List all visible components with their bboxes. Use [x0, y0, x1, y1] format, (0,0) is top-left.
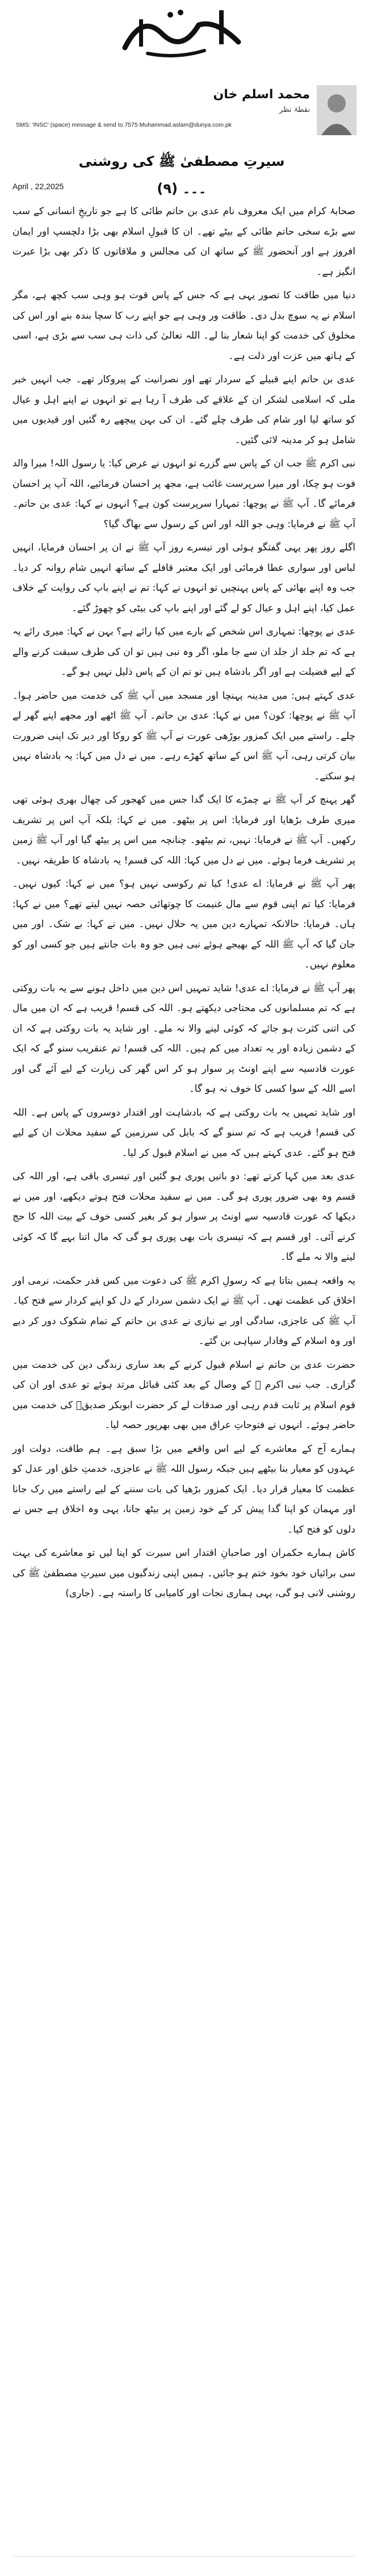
body-paragraph: اور شاید تمہیں یہ بات روکتی ہے کہ بادشاہت اور اقتدار دوسروں کے پاس ہے۔ اللہ کی قسم! قریب ہے کہ تم سنو گے کہ بابل کی سرزمین کے سفید محلات ان کے لیے فتح ہو گئے۔ عدی کہتے ہیں کہ میں نے اسلام قبول کر لیا۔ — [12, 1107, 355, 1159]
body-paragraph: عدی بن حاتم اپنے قبیلے کے سردار تھے اور نصرانیت کے پیروکار تھے۔ جب انہیں خبر ملی کہ اسلامی لشکر ان کے علاقے کی طرف آ رہا ہے تو انہوں نے اپنے اہل و عیال کو ساتھ لیا اور شام کی طرف چلے گئے۔ ان کی بہن پیچھے رہ گئیں اور قیدیوں میں شامل ہو کر مدینہ لائی گئیں۔ — [12, 374, 355, 446]
body-paragraph: عدی نے پوچھا: تمہاری اس شخص کے بارے میں کیا رائے ہے؟ بہن نے کہا: میری رائے یہ ہے کہ تم جلد از جلد ان سے جا ملو، اگر وہ نبی ہیں تو ان کی طرف سبقت کرنے والے کے لیے فضیلت ہے اور اگر بادشاہ ہیں تو تم ان کے پاس ذلیل نہیں ہو گے۔ — [12, 626, 355, 678]
publish-date: April , 22,2025 — [12, 182, 64, 191]
body-paragraph: اگلے روز پھر یہی گفتگو ہوئی اور تیسرے روز آپ ﷺ نے ان پر احسان فرمایا، انہیں لباس اور سواری عطا فرمائی اور ایک معتبر قافلے کے ساتھ انہیں شام روانہ کر دیا۔ جب وہ اپنے بھائی کے پاس پہنچیں تو انہوں نے کہا: تم نے اپنے باپ کی روایت کے خلاف عمل کیا، اپنے اہل و عیال کو لے گئے اور اپنے باپ کی بیٹی کو چھوڑ گئے۔ — [12, 542, 355, 614]
column-body — [12, 202, 355, 1608]
column-title: سیرتِ مصطفیٰ ﷺ کی روشنی ۔۔۔ (۹) — [78, 153, 285, 197]
body-paragraph: پھر آپ ﷺ نے فرمایا: اے عدی! کیا تم رکوسی نہیں ہو؟ میں نے کہا: کیوں نہیں۔ فرمایا: کیا تم اپنی قوم سے مال غنیمت کا چوتھائی حصہ نہیں لیتے تھے؟ میں نے کہا: ہاں۔ فرمایا: حالانکہ تمہارے دین میں یہ حلال نہیں۔ میں نے کہا: بے شک۔ اور میں جان گیا کہ آپ ﷺ اللہ کے بھیجے ہوئے نبی ہیں جو وہ بات جانتے ہیں جو کسی اور کو معلوم نہیں۔ — [12, 878, 355, 970]
body-paragraph: ہمارے آج کے معاشرے کے لیے اس واقعے میں بڑا سبق ہے۔ ہم طاقت، دولت اور عہدوں کو معیار بنا بیٹھے ہیں جبکہ رسول اللہ ﷺ نے عاجزی، خدمتِ خلق اور عدل کو عظمت کا معیار قرار دیا۔ ایک کمزور بڑھیا کی بات سننے کے لیے راستے میں رک جانا اور مہمان کو اپنا گدا پیش کر کے خود زمین پر بیٹھ جانا، یہی وہ اخلاق ہے جس نے دلوں کو فتح کیا۔ — [12, 1443, 355, 1535]
body-paragraph: یہ واقعہ ہمیں بتاتا ہے کہ رسولِ اکرم ﷺ کی دعوت میں کس قدر حکمت، نرمی اور اخلاق کی عظمت تھی۔ آپ ﷺ نے ایک دشمن سردار کے دل کو اپنے کردار سے فتح کیا۔ آپ ﷺ کی عاجزی، سادگی اور بے نیازی نے عدی بن حاتم کے تمام شکوک دور کر دیے اور وہ اسلام کے وفادار سپاہی بن گئے۔ — [12, 1275, 355, 1347]
body-paragraph: پھر آپ ﷺ نے فرمایا: اے عدی! شاید تمہیں اس دین میں داخل ہونے سے یہ بات روکتی ہے کہ تم مسلمانوں کی محتاجی دیکھتے ہو۔ اللہ کی قسم! قریب ہے کہ ان میں مال کی اتنی کثرت ہو جائے کہ کوئی لینے والا نہ ملے۔ اور شاید یہ بات روکتی ہے کہ ان کے دشمن زیادہ اور یہ تعداد میں کم ہیں۔ اللہ کی قسم! تم عنقریب سنو گے کہ ایک عورت قادسیہ سے اپنے اونٹ پر سوار ہو کر اس گھر کی زیارت کے لیے آئے گی اور اسے اللہ کے سوا کسی کا خوف نہ ہو گا۔ — [12, 982, 355, 1095]
dunya-logo — [108, 2, 261, 62]
body-paragraph: حضرت عدی بن حاتم نے اسلام قبول کرنے کے بعد ساری زندگی دین کی خدمت میں گزاری۔ جب نبی اکرم ﷺ کے وصال کے بعد کئی قبائل مرتد ہوئے تو عدی اور ان کی قوم اسلام پر ثابت قدم رہی اور صدقات لے کر حضرت ابوبکر صدیقؓ کی خدمت میں حاضر ہوئے۔ انہوں نے فتوحاتِ عراق میں بھی بھرپور حصہ لیا۔ — [12, 1359, 355, 1431]
sms-contact: SMS: 'INSC' (space) message & send to 7575 Muhammad.aslam@dunya.com.pk — [16, 122, 232, 128]
body-paragraph: نبی اکرم ﷺ جب ان کے پاس سے گزرے تو انہوں نے عرض کیا: یا رسول اللہ! میرا والد فوت ہو چکا، اور میرا سرپرست غائب ہے، مجھ پر احسان فرمائیے، اللہ آپ پر احسان فرمائے گا۔ آپ ﷺ نے پوچھا: تمہارا سرپرست کون ہے؟ انہوں نے کہا: عدی بن حاتم۔ آپ ﷺ نے فرمایا: وہی جو اللہ اور اس کے رسول سے بھاگ گیا؟ — [12, 458, 355, 530]
body-paragraph: گھر پہنچ کر آپ ﷺ نے چمڑے کا ایک گدا جس میں کھجور کی چھال بھری ہوئی تھی میری طرف بڑھایا اور فرمایا: اس پر بیٹھو۔ میں نے کہا: بلکہ آپ اس پر تشریف رکھیں۔ آپ ﷺ نے فرمایا: نہیں، تم بیٹھو۔ چنانچہ میں اس پر بیٹھ گیا اور آپ ﷺ زمین پر تشریف فرما ہوئے۔ میں نے دل میں کہا: اللہ کی قسم! یہ بادشاہ کا طریقہ نہیں۔ — [12, 794, 355, 866]
column-name: نقطۂ نظر — [279, 106, 310, 114]
body-paragraph: صحابۂ کرام میں ایک معروف نام عدی بن حاتم طائی کا ہے جو تاریخِ انسانی کے سب سے بڑے سخی حاتم طائی کے بیٹے تھے۔ ان کا قبولِ اسلام بھی بڑا دلچسپ اور ایمان افروز ہے اور آنحضور ﷺ کے ساتھ ان کی مجالس و ملاقاتوں کا ذکر بھی بڑا عبرت انگیز ہے۔ — [12, 206, 355, 278]
author-byline — [16, 85, 357, 136]
body-paragraph: کاش ہمارے حکمران اور صاحبانِ اقتدار اس سیرت کو اپنا لیں تو معاشرے کی بہت سی برائیاں خود بخود ختم ہو جائیں۔ ہمیں اپنی زندگیوں میں سیرتِ مصطفیٰ ﷺ کی روشنی لانی ہو گی، یہی ہماری نجات اور کامیابی کا راستہ ہے۔ (جاری) — [12, 1547, 355, 1599]
author-name: محمد اسلم خان — [213, 87, 310, 102]
author-photo — [317, 85, 357, 135]
page-bottom-rule — [12, 2556, 355, 2557]
body-paragraph: دنیا میں طاقت کا تصور یہی ہے کہ جس کے پاس قوت ہو وہی سب کچھ ہے، مگر اسلام نے یہ سوچ بدل دی۔ طاقت ور وہی ہے جو اپنے رب کا سچا بندہ بنے اور اس کی مخلوق کی خدمت کو اپنا شعار بنا لے۔ اللہ تعالیٰ کی ذات ہی سب سے بڑی ہے، اسی کے ہاتھ میں عزت اور ذلت ہے۔ — [12, 290, 355, 362]
column-title-banner — [74, 148, 290, 197]
body-paragraph: عدی بعد میں کہا کرتے تھے: دو باتیں پوری ہو گئیں اور تیسری باقی ہے، اور اللہ کی قسم وہ بھی ضرور پوری ہو گی۔ میں نے سفید محلات فتح ہوتے دیکھے، اور میں نے دیکھا کہ عورت قادسیہ سے اونٹ پر سوار ہو کر بغیر کسی خوف کے بیت اللہ کا حج کرنے آئی۔ اور قسم ہے کہ تیسری بات بھی پوری ہو گی کہ مال اتنا بہے گا کہ کوئی لینے والا نہ ملے گا۔ — [12, 1171, 355, 1263]
logo-graphic — [108, 2, 261, 62]
body-paragraph: عدی کہتے ہیں: میں مدینہ پہنچا اور مسجد میں آپ ﷺ کی خدمت میں حاضر ہوا۔ آپ ﷺ نے پوچھا: کون؟ میں نے کہا: عدی بن حاتم۔ آپ ﷺ اٹھے اور مجھے اپنے گھر لے چلے۔ راستے میں ایک کمزور بوڑھی عورت نے آپ ﷺ کو روکا اور دیر تک اپنی ضرورت بیان کرتی رہی، آپ ﷺ اس کے ساتھ کھڑے رہے۔ میں نے دل میں کہا: یہ بادشاہ نہیں ہو سکتے۔ — [12, 690, 355, 782]
